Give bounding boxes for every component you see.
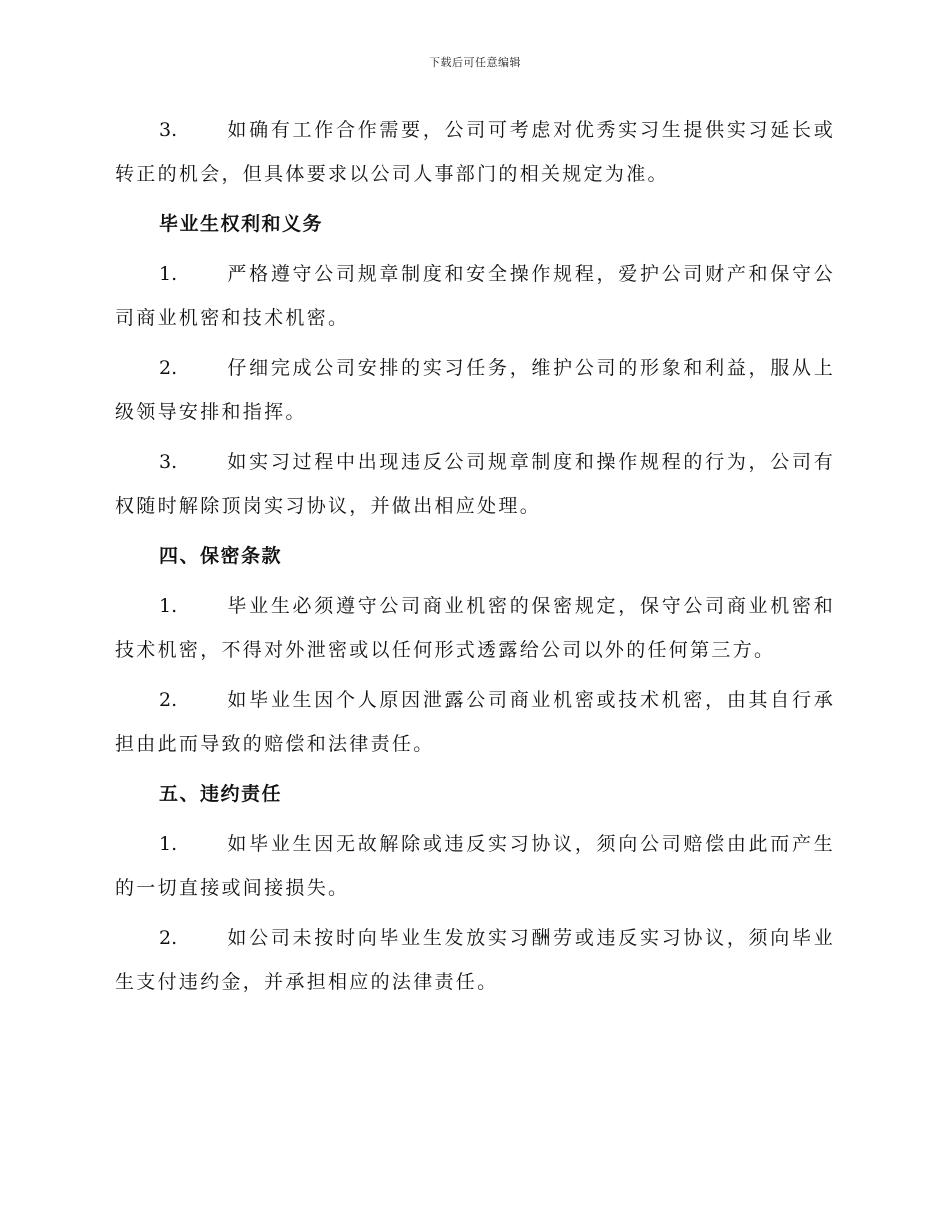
clause-paragraph bbox=[115, 440, 835, 528]
header-note: 下载后可任意编辑 bbox=[429, 56, 521, 69]
document-body bbox=[115, 108, 835, 1010]
section-heading: 五、违约责任 bbox=[159, 783, 283, 805]
clause-paragraph bbox=[115, 822, 835, 910]
clause-text: 如毕业生因无故解除或违反实习协议，须向公司赔偿由此而产生的一切直接或间接损失。 bbox=[115, 833, 835, 899]
clause-text: 如实习过程中出现违反公司规章制度和操作规程的行为，公司有权随时解除顶岗实习协议，并做出相应处理。 bbox=[115, 451, 835, 517]
clause-paragraph bbox=[115, 584, 835, 672]
clause-paragraph bbox=[115, 916, 835, 1004]
clause-number: 3. bbox=[159, 451, 178, 473]
clause-text: 毕业生必须遵守公司商业机密的保密规定，保守公司商业机密和技术机密，不得对外泄密或以任何形式透露给公司以外的任何第三方。 bbox=[115, 595, 835, 661]
clause-paragraph bbox=[115, 252, 835, 340]
clause-number: 2. bbox=[159, 689, 178, 711]
clause-number: 1. bbox=[159, 263, 178, 285]
clause-number: 2. bbox=[159, 357, 178, 379]
clause-paragraph bbox=[115, 346, 835, 434]
section-heading: 四、保密条款 bbox=[159, 545, 283, 567]
clause-text: 如确有工作合作需要，公司可考虑对优秀实习生提供实习延长或转正的机会，但具体要求以公司人事部门的相关规定为准。 bbox=[115, 119, 835, 185]
clause-text: 如毕业生因个人原因泄露公司商业机密或技术机密，由其自行承担由此而导致的赔偿和法律责任。 bbox=[115, 689, 835, 755]
clause-number: 1. bbox=[159, 595, 178, 617]
clause-text: 如公司未按时向毕业生发放实习酬劳或违反实习协议，须向毕业生支付违约金，并承担相应的法律责任。 bbox=[115, 927, 835, 993]
clause-paragraph bbox=[115, 108, 835, 196]
clause-text: 严格遵守公司规章制度和安全操作规程，爱护公司财产和保守公司商业机密和技术机密。 bbox=[115, 263, 835, 329]
clause-number: 1. bbox=[159, 833, 178, 855]
clause-number: 2. bbox=[159, 927, 178, 949]
clause-paragraph bbox=[115, 678, 835, 766]
clause-text: 仔细完成公司安排的实习任务，维护公司的形象和利益，服从上级领导安排和指挥。 bbox=[115, 357, 835, 423]
clause-number: 3. bbox=[159, 119, 178, 141]
section-heading: 毕业生权利和义务 bbox=[159, 213, 324, 235]
